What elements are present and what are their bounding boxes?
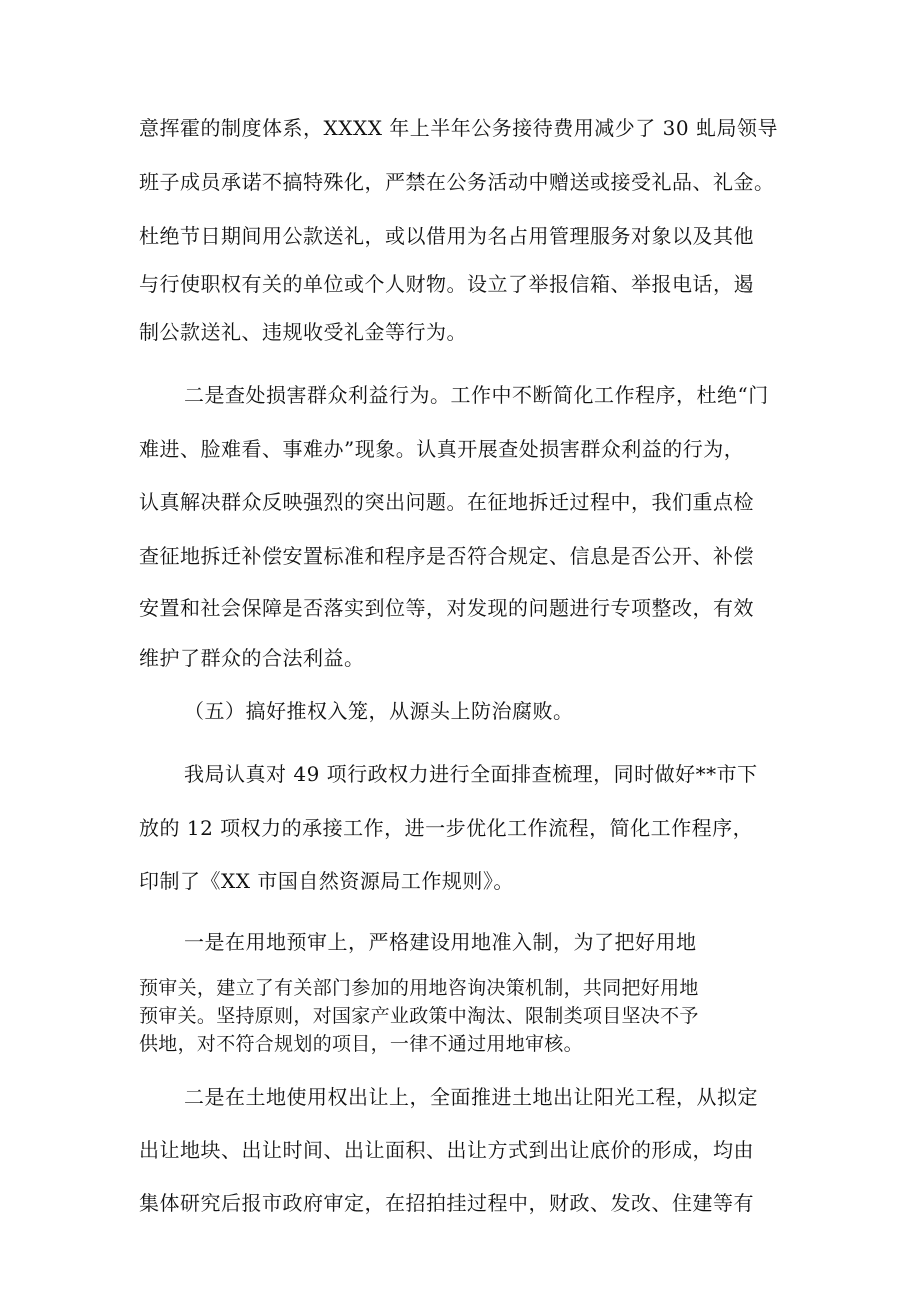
- paragraph-3-line-1: 我局认真对 49 项行政权力进行全面排查梳理，同时做好**市下: [184, 762, 758, 786]
- paragraph-2-line-4: 查征地拆迁补偿安置标准和程序是否符合规定、信息是否公开、补偿: [139, 544, 754, 568]
- paragraph-2-line-6: 维护了群众的合法利益。: [139, 646, 365, 670]
- paragraph-5-line-3: 集体研究后报市政府审定，在招拍挂过程中，财政、发改、住建等有: [139, 1191, 754, 1215]
- paragraph-3-line-2: 放的 12 项权力的承接工作，进一步优化工作流程，简化工作程序，: [139, 816, 754, 840]
- paragraph-2-line-5: 安置和社会保障是否落实到位等，对发现的问题进行专项整改，有效: [139, 596, 754, 620]
- section-heading-5: （五）搞好推权入笼，从源头上防治腐败。: [184, 699, 574, 723]
- paragraph-2-line-3: 认真解决群众反映强烈的突出问题。在征地拆迁过程中，我们重点检: [139, 490, 754, 514]
- paragraph-1-line-2: 班子成员承诺不搞特殊化，严禁在公务活动中赠送或接受礼品、礼金。: [139, 170, 775, 194]
- paragraph-5-line-2: 出让地块、出让时间、出让面积、出让方式到出让底价的形成，均由: [139, 1138, 754, 1162]
- paragraph-1-line-3: 杜绝节日期间用公款送礼，或以借用为名占用管理服务对象以及其他: [139, 224, 754, 248]
- paragraph-4-line-2: 预审关，建立了有关部门参加的用地咨询决策机制，共同把好用地: [139, 977, 699, 999]
- paragraph-1-line-1: 意挥霍的制度体系，XXXX 年上半年公务接待费用减少了 30 虬局领导: [139, 116, 778, 140]
- paragraph-5-line-1: 二是在土地使用权出让上，全面推进土地出让阳光工程，从拟定: [184, 1085, 758, 1109]
- paragraph-2-line-1: 二是查处损害群众利益行为。工作中不断简化工作程序，杜绝“门: [184, 383, 769, 407]
- paragraph-4-line-1: 一是在用地预审上，严格建设用地准入制，为了把好用地: [184, 930, 697, 954]
- paragraph-3-line-3: 印制了《XX 市国自然资源局工作规则》。: [139, 869, 514, 893]
- paragraph-1-line-5: 制公款送礼、违规收受礼金等行为。: [139, 320, 467, 344]
- paragraph-4-line-3: 预审关。坚持原则，对国家产业政策中淘汰、限制类项目坚决不予: [139, 1005, 699, 1027]
- paragraph-2-line-2: 难进、脸难看、事难办”现象。认真开展查处损害群众利益的行为，: [139, 437, 745, 461]
- paragraph-1-line-4: 与行使职权有关的单位或个人财物。设立了举报信箱、举报电话，遏: [139, 272, 754, 296]
- paragraph-4-line-4: 供地，对不符合规划的项目，一律不通过用地审核。: [139, 1033, 583, 1055]
